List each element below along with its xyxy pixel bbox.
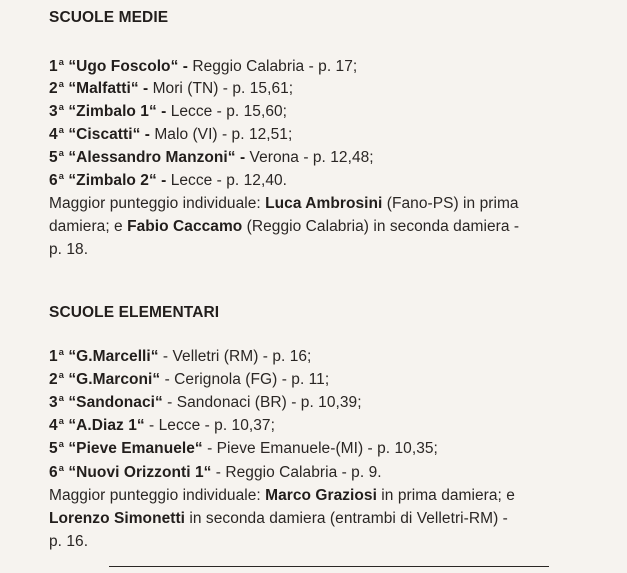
note-line: p. 16. [49, 533, 89, 550]
list-item: 3$^a$ “Sandonaci“ - Sandonaci (BR) - p. 10,39; [49, 393, 362, 411]
list-item: 1$^a$ “G.Marcelli“ - Velletri (RM) - p. 16; [49, 347, 312, 365]
list-item: 5$^a$ “Alessandro Manzoni“ - Verona - p. 12,48; [49, 148, 374, 166]
note-line: Maggior punteggio individuale: Marco Graziosi in prima damiera; e [49, 487, 515, 504]
list-item: 1$^a$ “Ugo Foscolo“ - Reggio Calabria - p. 17; [49, 57, 358, 75]
list-item: 2$^a$ “Malfatti“ - Mori (TN) - p. 15,61; [49, 79, 294, 97]
list-item: 6$^a$ “Zimbalo 2“ - Lecce - p. 12,40. [49, 171, 288, 189]
list-item: 2$^a$ “G.Marconi“ - Cerignola (FG) - p. 11; [49, 370, 330, 388]
divider [109, 566, 549, 567]
note-line: Lorenzo Simonetti in seconda damiera (entrambi di Velletri-RM) - [49, 510, 508, 527]
note-line: Maggior punteggio individuale: Luca Ambrosini (Fano-PS) in prima [49, 195, 519, 212]
note-line: damiera; e Fabio Caccamo (Reggio Calabria) in seconda damiera - [49, 218, 520, 235]
list-item: 3$^a$ “Zimbalo 1“ - Lecce - p. 15,60; [49, 102, 288, 120]
note-line: p. 18. [49, 241, 89, 258]
list-item: 4$^a$ “Ciscatti“ - Malo (VI) - p. 12,51; [49, 125, 293, 143]
list-item: 4$^a$ “A.Diaz 1“ - Lecce - p. 10,37; [49, 416, 275, 434]
section-title-elementari: SCUOLE ELEMENTARI [49, 304, 220, 321]
section-title-medie: SCUOLE MEDIE [49, 9, 169, 26]
list-item: 5$^a$ “Pieve Emanuele“ - Pieve Emanuele-(MI) - p. 10,35; [49, 439, 438, 457]
list-item: 6$^a$ “Nuovi Orizzonti 1“ - Reggio Calabria - p. 9. [49, 463, 382, 481]
